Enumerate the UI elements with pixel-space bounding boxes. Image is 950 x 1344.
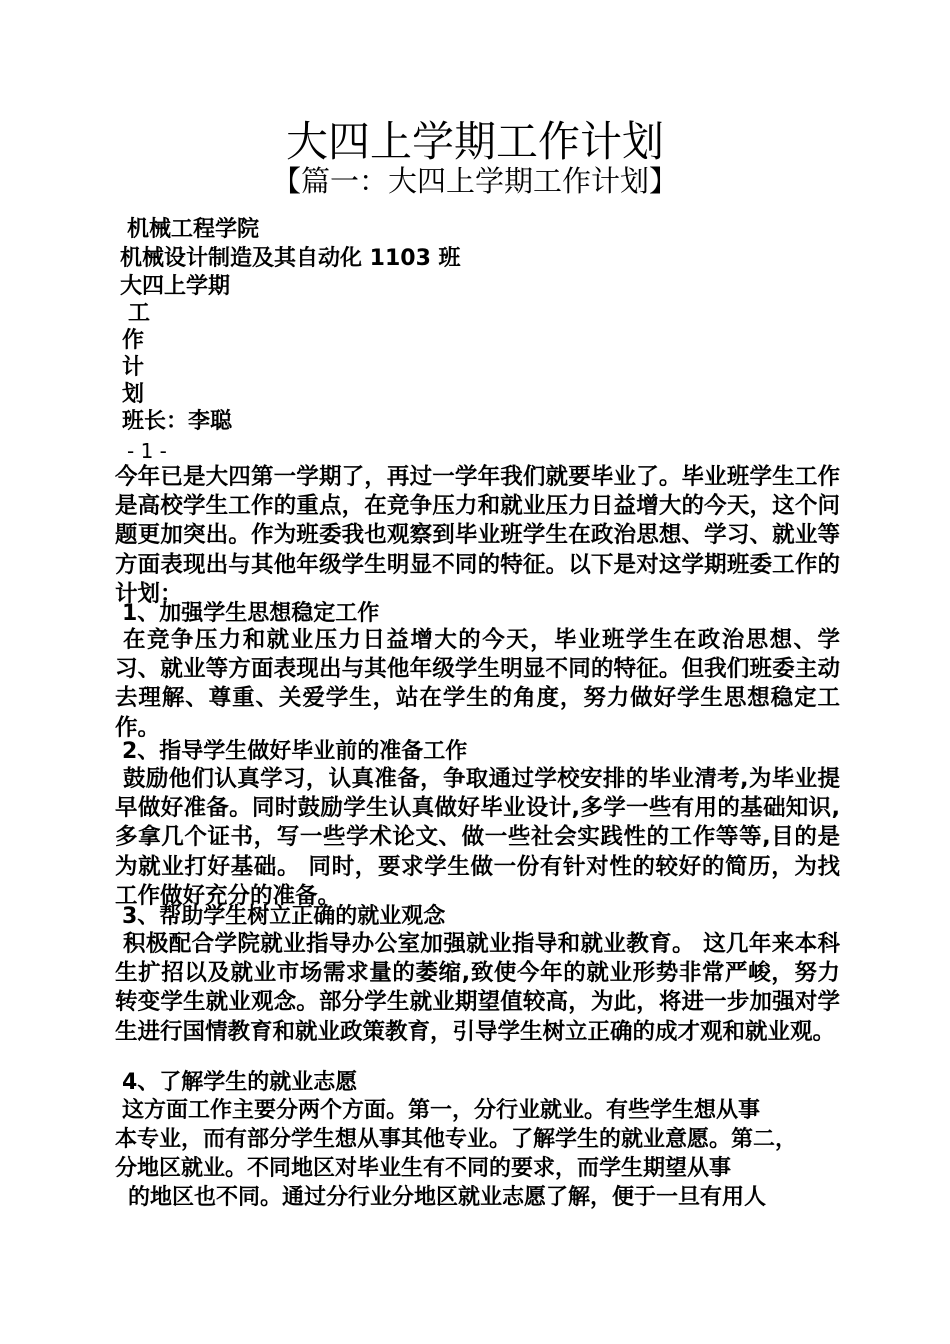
section-body: 鼓励他们认真学习，认真准备，争取通过学校安排的毕业清考,为毕业提早做好准备。同时鼓励学生认真做好毕业设计,多学一些有用的基础知识,多拿几个证书，写一些学术论文、做一些社会实践性的工作等等,目的是为就业打好基础。 同时，要求学生做一份有针对性的较好的简历，为找工作做好充分的准备。 (115, 766, 840, 909)
section-body-line: 分地区就业。不同地区对毕业生有不同的要求，而学生期望从事 (115, 1156, 732, 1181)
vertical-char: 计 (122, 355, 145, 380)
section-body: 在竞争压力和就业压力日益增大的今天，毕业班学生在政治思想、学习、就业等方面表现出与其他年级学生明显不同的特征。但我们班委主动去理解、尊重、关爱学生，站在学生的角度，努力做好学生思想稳定工作。 (115, 627, 840, 741)
document-title: 大四上学期工作计划 (285, 117, 664, 166)
term-label: 大四上学期 (120, 274, 231, 299)
vertical-char: 工 (128, 301, 151, 326)
document-subtitle: 【篇一：大四上学期工作计划】 (271, 164, 678, 198)
section-body-line: 本专业，而有部分学生想从事其他专业。了解学生的就业意愿。第二， (115, 1127, 798, 1152)
section-heading: 2、指导学生做好毕业前的准备工作 (122, 739, 468, 764)
vertical-char: 划 (122, 382, 145, 407)
page-number: - 1 - (127, 439, 167, 463)
section-body-line: 这方面工作主要分两个方面。第一，分行业就业。有些学生想从事 (122, 1098, 761, 1123)
class-name: 机械设计制造及其自动化 1103 班 (120, 246, 461, 271)
section-heading: 4、了解学生的就业志愿 (122, 1070, 358, 1095)
section-body-line: 的地区也不同。通过分行业分地区就业志愿了解，便于一旦有用人 (128, 1185, 767, 1210)
section-heading: 1、加强学生思想稳定工作 (122, 601, 380, 626)
section-body: 积极配合学院就业指导办公室加强就业指导和就业教育。 这几年来本科生扩招以及就业市场需求量的萎缩,致使今年的就业形势非常严峻，努力转变学生就业观念。部分学生就业期望值较高，为此，将进一步加强对学生进行国情教育和就业政策教育，引导学生树立正确的成才观和就业观。 (115, 931, 840, 1045)
college-name: 机械工程学院 (127, 217, 260, 242)
vertical-char: 作 (122, 328, 145, 353)
intro-paragraph: 今年已是大四第一学期了，再过一学年我们就要毕业了。毕业班学生工作是高校学生工作的重点，在竞争压力和就业压力日益增大的今天，这个问题更加突出。作为班委我也观察到毕业班学生在政治思想、学习、就业等方面表现出与其他年级学生明显不同的特征。以下是对这学期班委工作的计划： (115, 464, 840, 607)
monitor-name: 班长：李聪 (122, 409, 233, 434)
section-heading: 3、帮助学生树立正确的就业观念 (122, 904, 446, 929)
